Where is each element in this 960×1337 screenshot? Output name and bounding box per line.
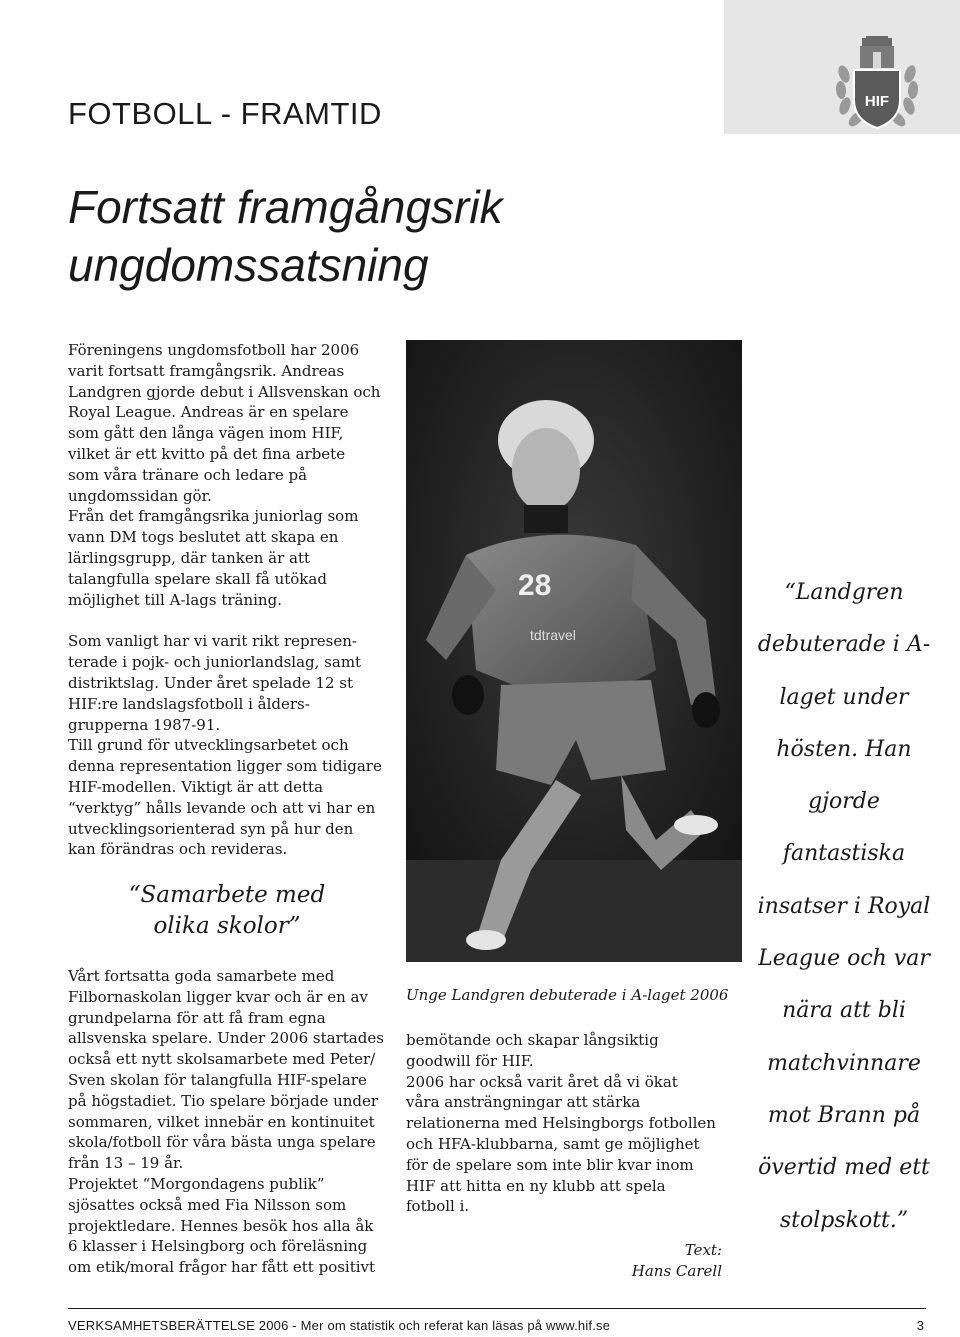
text-line: på högstadiet. Tio spelare började under [68, 1091, 379, 1110]
shirt-sponsor: tdtravel [530, 627, 576, 643]
text-line: Landgren gjorde debut i Allsvenskan och [68, 382, 381, 401]
text-line: vilket är ett kvitto på det fina arbete [68, 444, 346, 463]
text-line: talangfulla spelare skall få utökad [68, 569, 327, 588]
text-line: ungdomssidan gör. [68, 486, 212, 505]
text-line: Vårt fortsatta goda samarbete med [68, 967, 335, 985]
hif-logo [832, 34, 922, 132]
text-line: HIF att hitta en ny klubb att spela [406, 1176, 666, 1195]
text-line: möjlighet till A-lags träning. [68, 590, 282, 609]
pull-quote-line: övertid med ett [758, 1155, 930, 1181]
section-label: FOTBOLL - FRAMTID [68, 96, 382, 131]
text-line: också ett nytt skolsamarbete med Peter/ [68, 1050, 376, 1069]
text-line: terade i pojk- och juniorlandslag, samt [68, 653, 362, 672]
article-column-middle [406, 1030, 722, 1217]
text-line: Som vanligt har vi varit rikt represen- [68, 632, 357, 651]
pull-quote-line: debuterade i A- [757, 632, 931, 658]
text-line: som våra tränare och ledare på [68, 465, 308, 484]
pull-quote-line: hösten. Han [776, 736, 912, 762]
pull-quote-line: olika skolor” [153, 913, 301, 939]
text-line: projektledare. Hennes besök hos alla åk [68, 1216, 374, 1235]
paragraph-gap [68, 610, 386, 631]
pull-quote-line: matchvinnare [767, 1050, 921, 1076]
byline [600, 1240, 722, 1282]
pull-quote-line: gjorde [808, 789, 880, 815]
text-line: och HFA-klubbarna, samt ge möjlighet [406, 1134, 700, 1153]
pull-quote-line: nära att bli [782, 998, 906, 1024]
pull-quote-line: mot Brann på [767, 1102, 921, 1128]
text-line: 6 klasser i Helsingborg och föreläsning [68, 1237, 368, 1256]
text-line: HIF-modellen. Viktigt är att detta [68, 777, 324, 796]
text-line: om etik/moral frågor har fått ett positivt [68, 1258, 376, 1277]
text-line: kan förändras och revideras. [68, 840, 288, 859]
text-line: 2006 har också varit året då vi ökat [406, 1072, 678, 1091]
text-line: utvecklingsorienterad syn på hur den [68, 819, 354, 838]
page-number: 3 [916, 1318, 924, 1333]
text-line: våra ansträngningar att stärka [406, 1093, 641, 1112]
byline-author: Hans Carell [631, 1262, 722, 1280]
text-line: varit fortsatt framgångsrik. Andreas [68, 361, 345, 380]
page-title [68, 178, 688, 294]
pull-quote-line: laget under [779, 684, 909, 710]
article-column-left-bottom [68, 966, 386, 1278]
text-line: grupperna 1987-91. [68, 715, 221, 734]
text-line: fotboll i. [406, 1197, 470, 1216]
footer-text: VERKSAMHETSBERÄTTELSE 2006 - Mer om statistik och referat kan läsas på www.hif.se [68, 1318, 611, 1333]
logo-lettering: HIF [864, 93, 890, 110]
text-line: distriktslag. Under året spelade 12 st [68, 673, 354, 692]
player-photo [406, 340, 742, 962]
text-line: “verktyg” hålls levande och att vi har en [68, 798, 376, 817]
text-line: Projektet “Morgondagens publik” [68, 1174, 325, 1193]
text-line: relationerna med Helsingborgs fotbollen [406, 1114, 716, 1133]
text-line: sommaren, vilket innebär en kontinuitet [68, 1112, 375, 1131]
text-line: Föreningens ungdomsfotboll har 2006 [68, 341, 360, 359]
page-title-line-1: Fortsatt framgångsrik [68, 181, 503, 233]
photo-caption: Unge Landgren debuterade i A-laget 2006 [406, 986, 729, 1004]
text-line: för de spelare som inte blir kvar inom [406, 1155, 694, 1174]
pull-quote-schools [68, 880, 386, 942]
text-line: Royal League. Andreas är en spelare [68, 403, 349, 422]
text-line: grundpelarna för att få fram egna [68, 1008, 326, 1027]
footer-divider [68, 1308, 926, 1309]
text-line: som gått den långa vägen inom HIF, [68, 424, 344, 443]
text-line: skola/fotboll för våra bästa unga spelare [68, 1133, 376, 1152]
pull-quote-landgren [742, 556, 946, 1258]
text-line: Sven skolan för talangfulla HIF-spelare [68, 1070, 367, 1089]
pull-quote-line: “Samarbete med [128, 882, 326, 908]
pull-quote-line: League och var [758, 946, 930, 972]
text-line: denna representation ligger som tidigare [68, 757, 382, 776]
text-line: sjösattes också med Fia Nilsson som [68, 1195, 347, 1214]
text-line: allsvenska spelare. Under 2006 startades [68, 1029, 384, 1048]
text-line: vann DM togs beslutet att skapa en [68, 528, 339, 547]
article-column-left-top [68, 340, 386, 860]
pull-quote-line: insatser i Royal [757, 893, 931, 919]
text-line: Filbornaskolan ligger kvar och är en av [68, 987, 368, 1006]
pull-quote-line: stolpskott.” [779, 1207, 909, 1233]
shirt-number: 28 [518, 569, 552, 602]
text-line: Till grund för utvecklingsarbetet och [68, 736, 349, 755]
page-title-line-2: ungdomssatsning [68, 239, 429, 291]
text-line: lärlingsgrupp, där tanken är att [68, 548, 311, 567]
text-line: Från det framgångsrika juniorlag som [68, 507, 359, 526]
text-line: goodwill för HIF. [406, 1051, 534, 1070]
pull-quote-line: fantastiska [782, 841, 906, 867]
text-line: från 13 – 19 år. [68, 1154, 184, 1173]
pull-quote-line: “Landgren [784, 580, 904, 605]
text-line: bemötande och skapar långsiktig [406, 1031, 659, 1049]
byline-label: Text: [684, 1241, 722, 1259]
text-line: HIF:re landslagsfotboll i ålders- [68, 694, 310, 713]
